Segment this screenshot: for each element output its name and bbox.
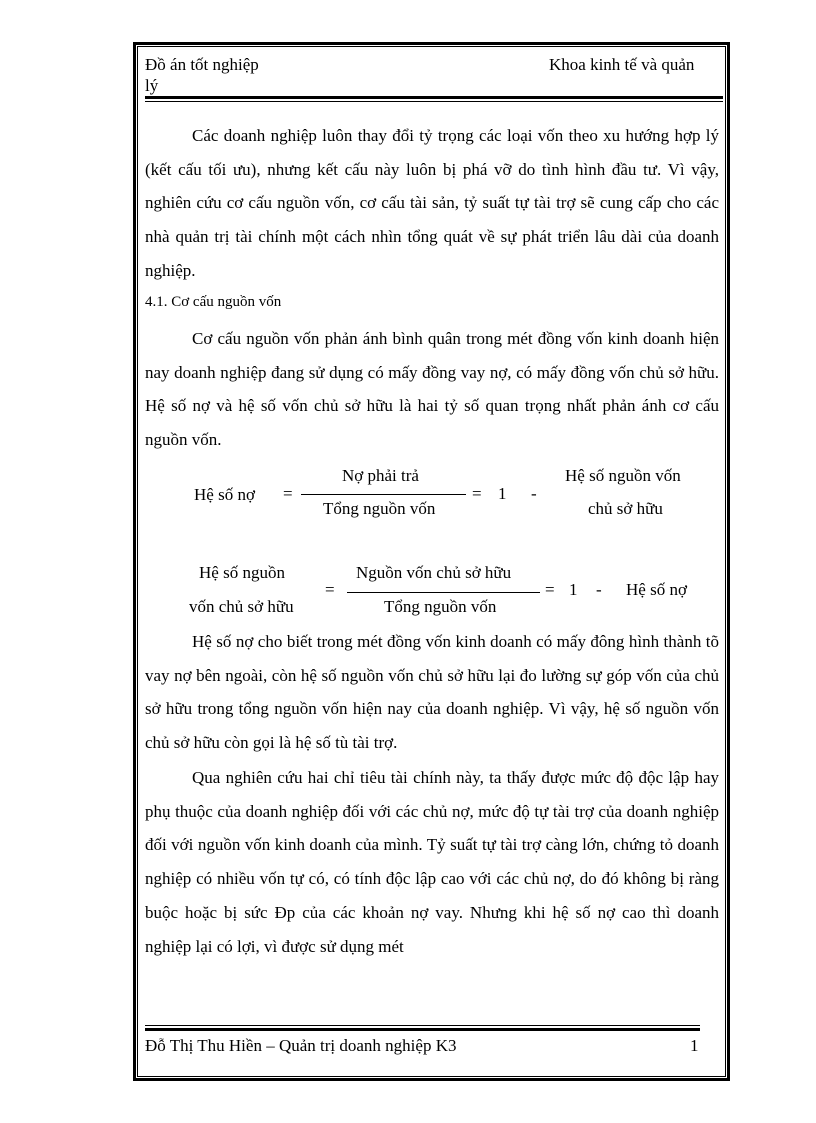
- formula2-equals-2: =: [545, 580, 555, 599]
- formula1-minus: -: [531, 484, 537, 503]
- formula2-lhs-line2: vốn chủ sở hữu: [189, 597, 294, 616]
- header-rule-thick: [145, 96, 723, 99]
- header-left: [145, 54, 345, 96]
- formula1-fraction-bar: [301, 494, 466, 495]
- formula1-equals: =: [283, 484, 293, 503]
- header-left-line2: lý: [145, 76, 159, 95]
- formula1-equals-2: =: [472, 484, 482, 503]
- formula2-lhs-line1: Hệ số nguồn: [199, 563, 285, 582]
- formula1-one: 1: [498, 484, 507, 503]
- formula2-rhs: Hệ số nợ: [626, 580, 687, 599]
- header-right: Khoa kinh tế và quản: [549, 55, 695, 74]
- formula2-minus: -: [596, 580, 602, 599]
- footer-rule-thin: [145, 1025, 700, 1026]
- footer-rule-thick: [145, 1028, 700, 1031]
- footer-author: Đỗ Thị Thu Hiền – Quản trị doanh nghiệp K3: [145, 1036, 457, 1055]
- section-title: 4.1. Cơ cấu nguồn vốn: [145, 294, 282, 310]
- paragraph-1: Các doanh nghiệp luôn thay đổi tỷ trọng các loại vốn theo xu hướng hợp lý (kết cấu tối ưu), nhưng kết cấu này luôn bị phá vỡ do tình hình đầu tư. Vì vậy, nghiên cứu cơ cấu nguồn vốn, cơ cấu tài sản, tỷ suất tự tài trợ sẽ cung cấp cho các nhà quản trị tài chính một cách nhìn tổng quát về sự phát triển lâu dài của doanh nghiệp.: [145, 126, 719, 280]
- paragraph-2: Cơ cấu nguồn vốn phản ánh bình quân trong mét đồng vốn kinh doanh hiện nay doanh nghiệp đang sử dụng có mấy đồng vay nợ, có mấy đồng vốn chủ sở hữu. Hệ số nợ và hệ số vốn chủ sở hữu là hai tỷ số quan trọng nhất phản ánh cơ cấu nguồn vốn.: [145, 329, 719, 450]
- page-number: 1: [690, 1036, 699, 1055]
- paragraph-4: Qua nghiên cứu hai chỉ tiêu tài chính này, ta thấy được mức độ độc lập hay phụ thuộc của doanh nghiệp đối với các chủ nợ, mức độ tự tài trợ của doanh nghiệp đối với nguồn vốn kinh doanh của mình. Tỷ suất tự tài trợ càng lớn, chứng tỏ doanh nghiệp có nhiều vốn tự có, có tính độc lập cao với các chủ nợ, do đó không bị ràng buộc hoặc bị sức Ðp của các khoản nợ vay. Nhưng khi hệ số nợ cao thì doanh nghiệp lại có lợi, vì được sử dụng mét: [145, 768, 719, 956]
- formula1-lhs: Hệ số nợ: [194, 485, 255, 504]
- formula2-numerator: Nguồn vốn chủ sở hữu: [356, 563, 512, 582]
- formula1-numerator: Nợ phải trả: [342, 466, 419, 485]
- formula1-denominator: Tổng nguồn vốn: [323, 499, 436, 518]
- formula2-denominator: Tổng nguồn vốn: [384, 597, 497, 616]
- formula1-rhs-line1: Hệ số nguồn vốn: [565, 466, 681, 485]
- paragraph-3: Hệ số nợ cho biết trong mét đồng vốn kinh doanh có mấy đông hình thành tõ vay nợ bên ngoài, còn hệ số nguồn vốn chủ sở hữu lại đo lường sự góp vốn của chủ sở hữu trong tổng nguồn vốn hiện nay của doanh nghiệp. Vì vậy, hệ số nguồn vốn chủ sở hữu còn gọi là hệ số tù tài trợ.: [145, 632, 719, 753]
- formula2-fraction-bar: [347, 592, 540, 593]
- formula2-equals: =: [325, 580, 335, 599]
- header-left-line1: Đồ án tốt nghiệp: [145, 55, 259, 74]
- formula2-one: 1: [569, 580, 578, 599]
- header-rule-thin: [145, 101, 723, 102]
- formula1-rhs-line2: chủ sở hữu: [588, 499, 663, 518]
